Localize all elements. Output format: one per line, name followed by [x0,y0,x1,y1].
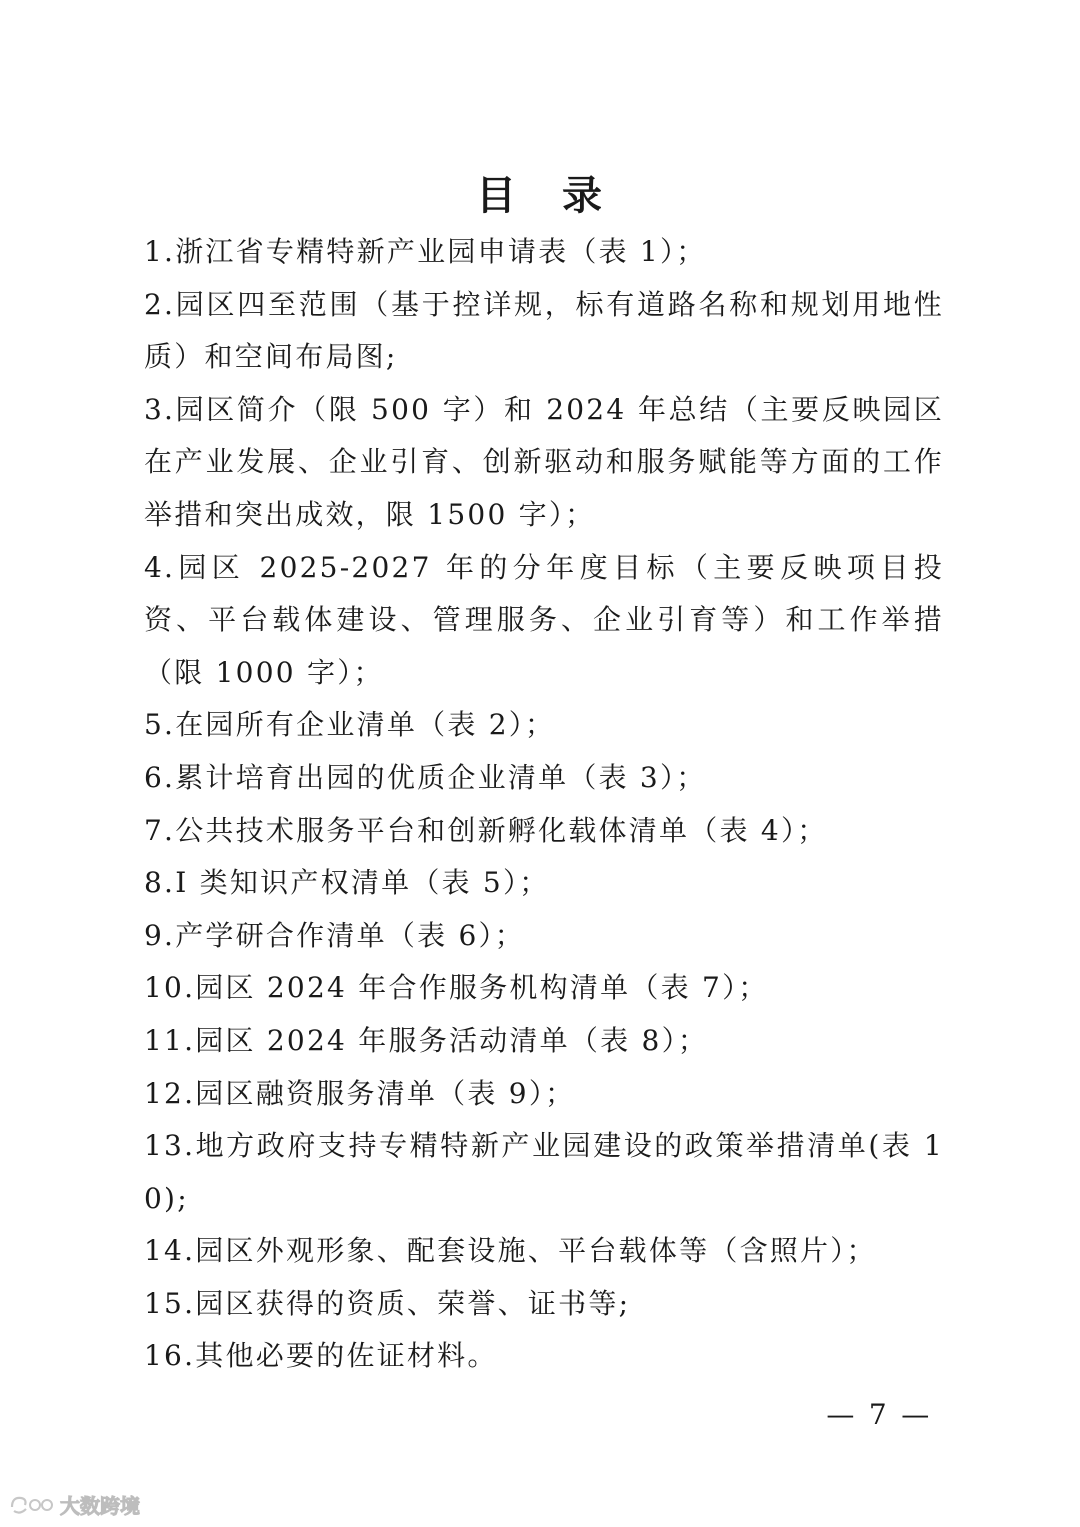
page-title [0,168,1080,224]
title-char-1: 目 [476,172,518,219]
watermark [8,1490,140,1519]
toc-item-6: 6.累计培育出园的优质企业清单（表 3）； [144,760,707,794]
toc-item-12: 12.园区融资服务清单（表 9）； [144,1076,576,1110]
toc-item-2: 2.园区四至范围（基于控详规，标有道路名称和规划用地性质）和空间布局图; [144,287,944,374]
watermark-text: 大数跨境 [60,1494,140,1518]
watermark-logo-icon [8,1493,54,1517]
toc-item-10: 10.园区 2024 年合作服务机构清单（表 7）； [144,971,769,1005]
toc-item-7: 7.公共技术服务平台和创新孵化载体清单（表 4）； [144,813,828,847]
toc-item-15: 15.园区获得的资质、荣誉、证书等; [144,1286,631,1320]
page-number: — 7 — [826,1398,932,1431]
toc-item-4: 4.园区 2025-2027 年的分年度目标（主要反映项目投资、平台载体建设、管理服务、企业引育等）和工作举措（限 1000 字）； [144,550,944,689]
toc-item-9: 9.产学研合作清单（表 6）； [144,918,526,952]
toc-item-5: 5.在园所有企业清单（表 2）； [144,708,556,742]
toc-item-3: 3.园区简介（限 500 字）和 2024 年总结（主要反映园区在产业发展、企业引育、创新驱动和服务赋能等方面的工作举措和突出成效，限 1500 字）； [144,392,944,531]
toc-item-11: 11.园区 2024 年服务活动清单（表 8）； [144,1023,709,1057]
table-of-contents [144,226,944,1383]
toc-item-1: 1.浙江省专精特新产业园申请表（表 1）； [144,235,707,268]
title-char-2: 录 [562,172,604,219]
toc-item-13: 13.地方政府支持专精特新产业园建设的政策举措清单(表 10); [144,1129,944,1215]
toc-item-16: 16.其他必要的佐证材料。 [144,1339,498,1373]
toc-item-8: 8.I 类知识产权清单（表 5）； [144,866,550,900]
toc-item-14: 14.园区外观形象、配套设施、平台载体等（含照片）； [144,1234,877,1268]
